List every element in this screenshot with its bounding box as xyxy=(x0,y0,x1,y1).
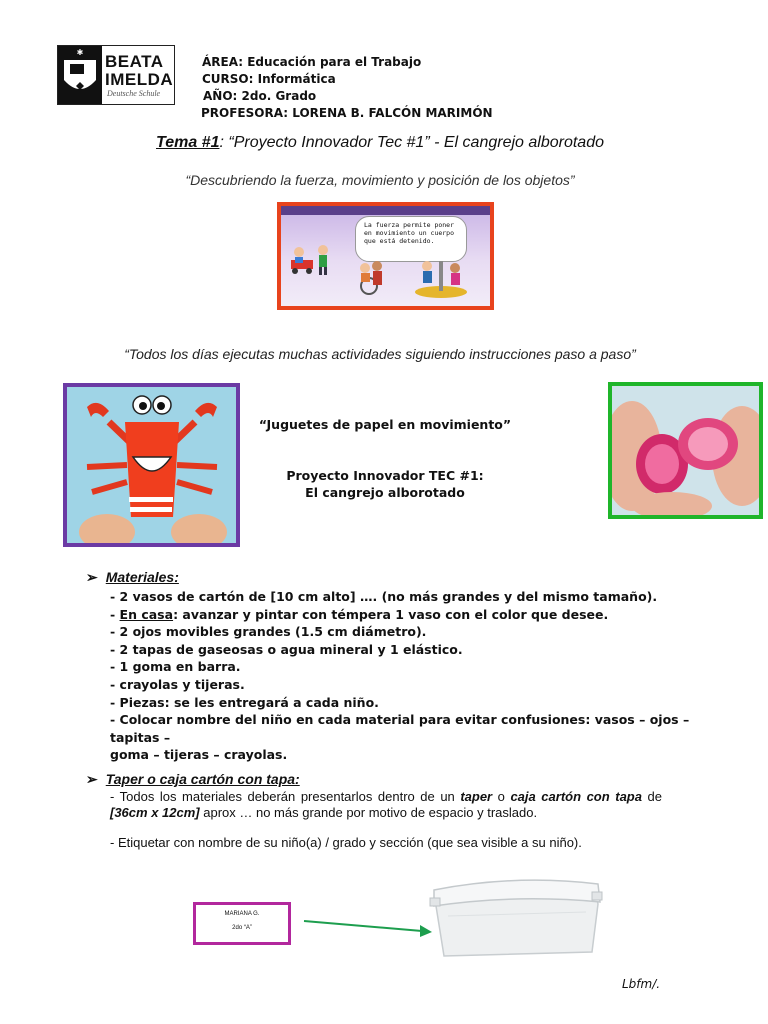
taper-text-b: taper xyxy=(460,789,493,804)
curso-label: CURSO: xyxy=(202,72,254,86)
logo-line3: Deutsche Schule xyxy=(107,89,161,98)
list-item: - Piezas: se les entregará a cada niño. xyxy=(110,694,379,710)
speech-bubble: La fuerza permite poner en movimiento un cuerpo que está detenido. xyxy=(355,216,467,262)
list-item xyxy=(110,606,710,624)
tema-title: : “Proyecto Innovador Tec #1” - El cangrejo alborotado xyxy=(219,134,604,151)
name-label-example xyxy=(193,902,291,945)
label-name: MARIANA G. xyxy=(224,911,260,917)
taper-paragraph-1 xyxy=(110,789,662,820)
video-thumbnail[interactable] xyxy=(277,202,494,310)
shield-icon xyxy=(58,46,102,104)
area-label: ÁREA: xyxy=(202,55,244,69)
en-casa-colon: : xyxy=(173,606,183,622)
materiales-list xyxy=(110,588,710,764)
en-casa-prefix: - xyxy=(110,606,120,622)
list-item: goma – tijeras – crayolas. xyxy=(110,747,288,763)
svg-text:✱: ✱ xyxy=(76,48,84,57)
curso-value: Informática xyxy=(257,72,336,86)
proyecto-line1: Proyecto Innovador TEC #1: xyxy=(286,468,484,483)
taper-text-g: aprox … no más grande por motivo de espacio y traslado. xyxy=(199,804,538,820)
area-value: Educación para el Trabajo xyxy=(247,55,422,69)
logo-line1: BEATA xyxy=(105,52,164,71)
taper-text-e: de xyxy=(641,789,662,804)
juguetes-text: “Juguetes de papel en movimiento” xyxy=(258,417,512,432)
crab-craft-image xyxy=(63,383,240,547)
footer-signature: Lbfm/. xyxy=(622,977,661,991)
profesora-label: PROFESORA: xyxy=(201,106,289,120)
list-item: - crayolas y tijeras. xyxy=(110,676,245,692)
proyecto-line2: El cangrejo alborotado xyxy=(305,485,465,500)
taper-paragraph-2: - Etiquetar con nombre de su niño(a) / grado y sección (que sea visible a su niño). xyxy=(110,835,582,850)
materiales-heading-text: Materiales: xyxy=(105,569,179,585)
arrow-icon xyxy=(300,915,436,939)
subtitle-1: “Descubriendo la fuerza, movimiento y posición de los objetos” xyxy=(185,172,575,188)
plastic-container-image xyxy=(428,868,604,960)
cartoon-kids-illustration xyxy=(281,206,490,306)
label-grade: 2do “A” xyxy=(232,925,252,931)
list-item: - 2 ojos movibles grandes (1.5 cm diámetro). xyxy=(110,624,427,640)
arrow-bullet-icon: ➢ xyxy=(86,569,98,585)
header-area xyxy=(202,55,421,69)
taper-text-f: [36cm x 12cm] xyxy=(110,804,200,820)
taper-text-d: caja cartón con tapa xyxy=(510,789,642,804)
profesora-value: LORENA B. FALCÓN MARIMÓN xyxy=(292,106,493,120)
bottle-caps-image xyxy=(608,382,763,519)
logo-line2: IMELDA xyxy=(105,70,174,89)
subtitle-2: “Todos los días ejecutas muchas actividades siguiendo instrucciones paso a paso” xyxy=(124,346,636,362)
list-item: - 2 vasos de cartón de [10 cm alto] …. (no más grandes y del mismo tamaño). xyxy=(110,589,658,604)
taper-text-c: o xyxy=(492,789,511,804)
taper-heading-text: Taper o caja cartón con tapa: xyxy=(105,771,300,787)
en-casa-label: En casa xyxy=(119,606,174,622)
arrow-bullet-icon: ➢ xyxy=(86,771,98,787)
tema-label: Tema #1 xyxy=(156,134,220,151)
list-item: - Colocar nombre del niño en cada material para evitar confusiones: vasos – ojos – tapitas – xyxy=(110,712,690,745)
taper-text-a: - Todos los materiales deberán presentarlos dentro de un xyxy=(110,789,461,804)
header-profesora xyxy=(201,106,493,120)
school-logo xyxy=(57,45,175,105)
header-anio xyxy=(203,89,316,103)
taper-heading xyxy=(86,771,300,788)
page-title xyxy=(0,134,760,152)
list-item: - 1 goma en barra. xyxy=(110,659,241,675)
header-curso xyxy=(202,72,336,86)
anio-label: AÑO: xyxy=(203,89,238,103)
anio-value: 2do. Grado xyxy=(241,89,317,103)
en-casa-text: avanzar y pintar con témpera 1 vaso con el color que desee. xyxy=(182,606,609,622)
materiales-heading xyxy=(86,569,179,586)
list-item: - 2 tapas de gaseosas o agua mineral y 1 elástico. xyxy=(110,641,463,657)
